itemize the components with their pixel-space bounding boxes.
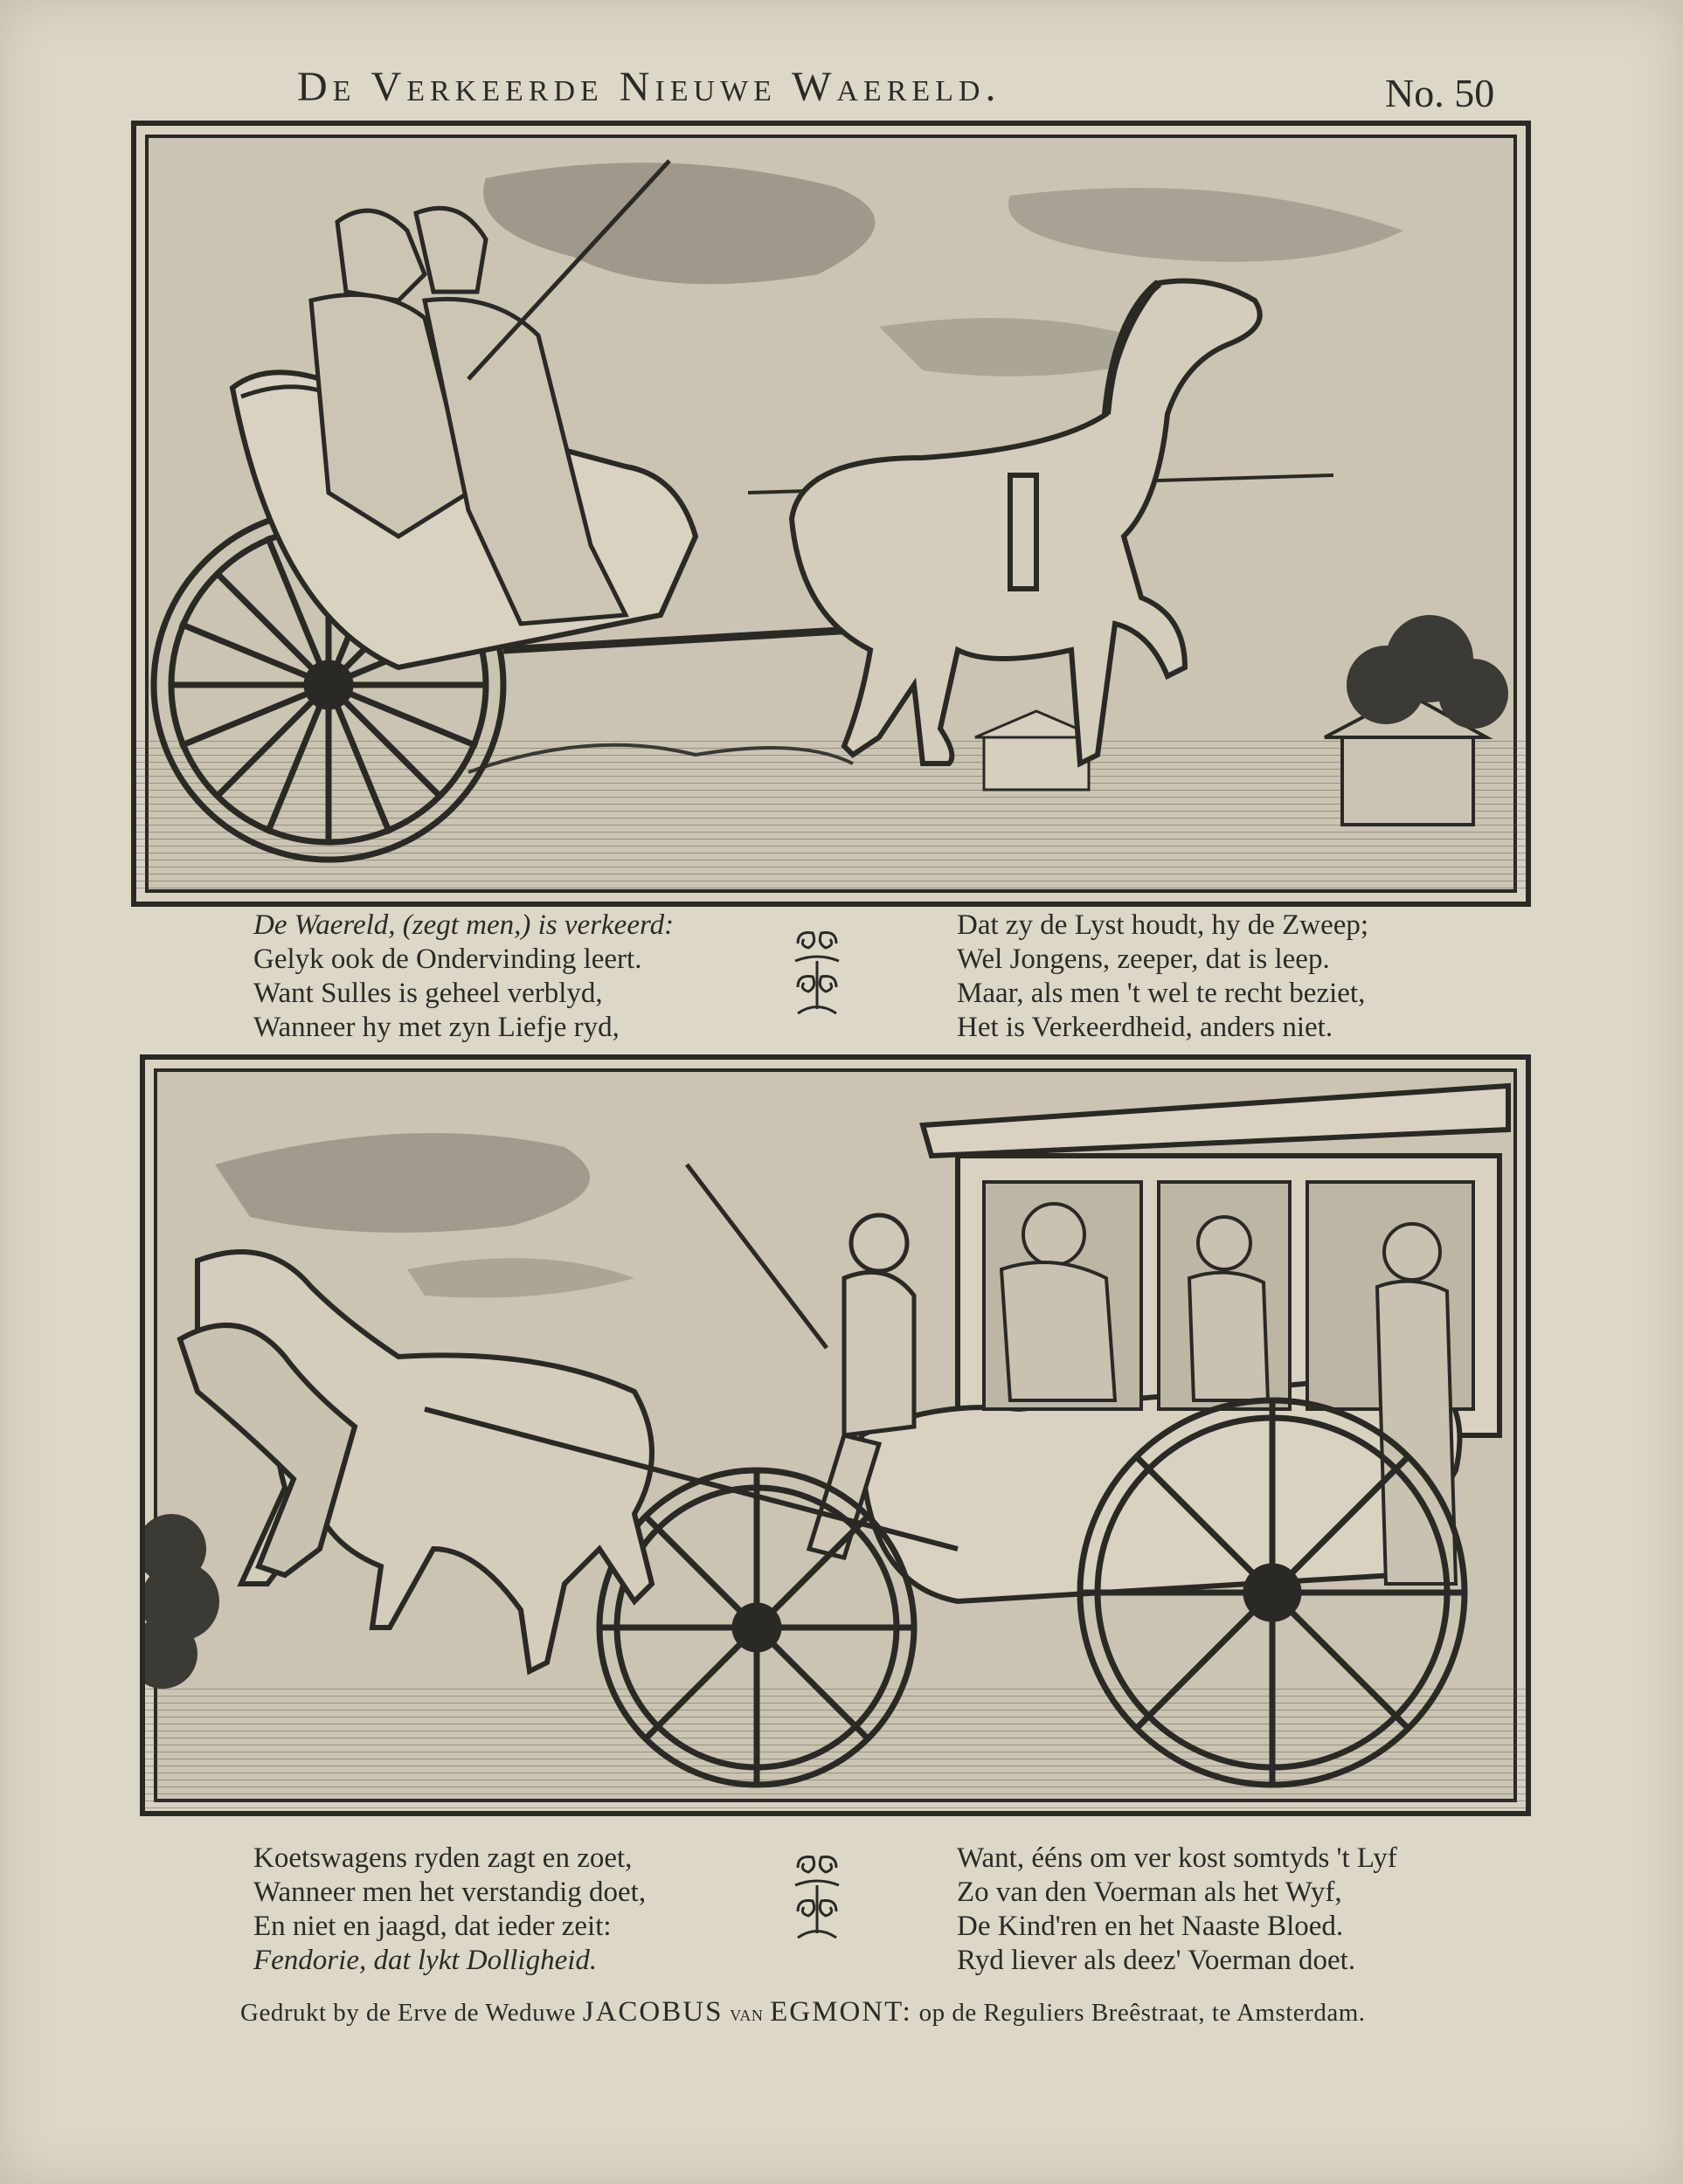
verse-line: Wanneer hy met zyn Liefje ryd, <box>253 1012 620 1043</box>
verse-line: De Waereld, (zegt men,) is verkeerd: <box>253 909 675 941</box>
verse-line: Maar, als men 't wel te recht beziet, <box>957 978 1366 1009</box>
imprint-suffix: op de Reguliers Breêstraat, te Amsterdam. <box>918 1999 1366 2027</box>
front-wheel <box>599 1470 914 1785</box>
fleuron-ornament <box>791 1850 843 1946</box>
cabriolet-illustration <box>136 126 1526 902</box>
verse-line: Fendorie, dat lykt Dolligheid. <box>253 1945 598 1976</box>
verse-line: Het is Verkeerdheid, anders niet. <box>957 1012 1333 1043</box>
coach-illustration <box>145 1060 1526 1811</box>
bush <box>145 1514 219 1689</box>
woodcut-cabriolet <box>131 121 1531 907</box>
imprint-name-last: EGMONT: <box>770 1996 912 2028</box>
verse-line: Ryd liever als deez' Voerman doet. <box>957 1945 1356 1976</box>
rear-wheel <box>1080 1400 1465 1785</box>
ground <box>136 737 1526 895</box>
verse-line: Zo van den Voerman als het Wyf, <box>957 1876 1342 1908</box>
sheet-number: No. 50 <box>1385 71 1495 115</box>
clouds <box>483 162 1403 376</box>
verse-line: Koetswagens ryden zagt en zoet, <box>253 1842 633 1874</box>
verse-line: Wel Jongens, zeeper, dat is leep. <box>957 943 1330 975</box>
verse-line: De Kind'ren en het Naaste Bloed. <box>957 1911 1344 1942</box>
verse-line: Want, ééns om ver kost somtyds 't Lyf <box>957 1842 1397 1874</box>
fleuron-ornament <box>791 926 843 1022</box>
imprint-name-first: JACOBUS <box>582 1996 724 2028</box>
verse-line: En niet en jaagd, dat ieder zeit: <box>253 1911 612 1942</box>
page-title: De Verkeerde Nieuwe Waereld. <box>297 64 1001 110</box>
verse-2-left <box>253 1842 646 1978</box>
verse-1-right <box>957 909 1368 1045</box>
woodcut-coach <box>140 1054 1531 1816</box>
imprint-name-mid: van <box>730 2001 764 2026</box>
verse-line: Want Sulles is geheel verblyd, <box>253 978 603 1009</box>
verse-line: Dat zy de Lyst houdt, hy de Zweep; <box>957 909 1369 941</box>
verse-line: Gelyk ook de Ondervinding leert. <box>253 943 642 975</box>
imprint-prefix: Gedrukt by de Erve de Weduwe <box>240 1999 576 2027</box>
verse-2-right <box>957 1842 1397 1978</box>
verse-line: Wanneer men het verstandig doet, <box>253 1876 647 1908</box>
verse-1-left <box>253 909 674 1045</box>
printer-imprint <box>240 1996 1366 2028</box>
